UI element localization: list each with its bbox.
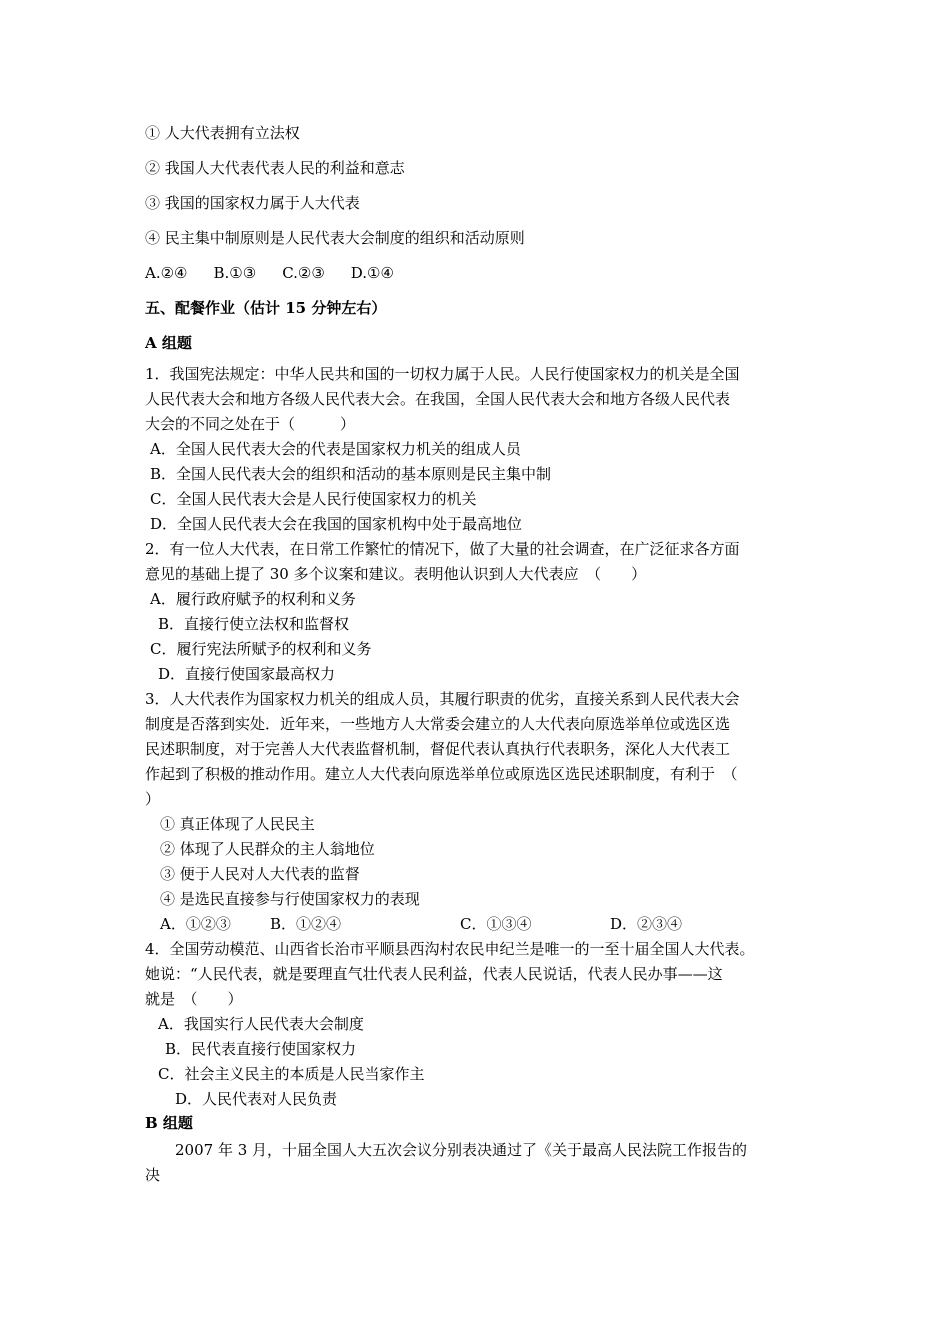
question-3-line-2: 制度是否落到实处．近年来，一些地方人大常委会建立的人大代表向原选举单位或选区选 xyxy=(145,715,731,733)
question-3 xyxy=(145,687,845,937)
question-3-item-1: ① 真正体现了人民民主 xyxy=(160,815,315,833)
question-2-option-a: A．履行政府赋予的权利和义务 xyxy=(150,590,356,608)
question-4-option-c: C．社会主义民主的本质是人民当家作主 xyxy=(158,1065,425,1083)
intro-answer-row xyxy=(145,262,845,297)
intro-answer-c: C.②③ xyxy=(282,264,325,282)
question-3-line-4: 作起到了积极的推动作用。建立人大代表向原选举单位或原选区选民述职制度，有利于 （ xyxy=(145,765,738,783)
question-1-line-2: 人民代表大会和地方各级人民代表大会。在我国，全国人民代表大会和地方各级人民代表 xyxy=(145,390,731,408)
group-b-paragraph-line-2: 决 xyxy=(145,1166,161,1184)
intro-answer-d: D.①④ xyxy=(350,264,394,282)
question-2-option-b: B．直接行使立法权和监督权 xyxy=(158,615,350,633)
question-2-line-2: 意见的基础上提了 30 多个议案和建议。表明他认识到人大代表应 （ ） xyxy=(145,565,647,583)
question-2 xyxy=(145,537,845,687)
intro-item-1: ① 人大代表拥有立法权 xyxy=(145,124,300,142)
intro-item-4: ④ 民主集中制原则是人民代表大会制度的组织和活动原则 xyxy=(145,229,525,247)
question-4-option-a: A．我国实行人民代表大会制度 xyxy=(158,1015,364,1033)
group-b-paragraph xyxy=(145,1138,845,1188)
question-1-option-b: B．全国人民代表大会的组织和活动的基本原则是民主集中制 xyxy=(150,465,552,483)
question-4-line-2: 她说：“人民代表，就是要理直气壮代表人民利益，代表人民说话，代表人民办事——这 xyxy=(145,965,723,983)
question-3-answer-c: C．①③④ xyxy=(460,915,532,933)
question-1-option-a: A．全国人民代表大会的代表是国家权力机关的组成人员 xyxy=(150,440,521,458)
question-3-item-4: ④ 是选民直接参与行使国家权力的表现 xyxy=(160,890,420,908)
question-3-line-5: ） xyxy=(145,790,161,808)
question-3-line-1: 3．人大代表作为国家权力机关的组成人员，其履行职责的优劣，直接关系到人民代表大会 xyxy=(145,690,740,708)
group-b-title: B 组题 xyxy=(145,1114,193,1132)
question-1-option-d: D．全国人民代表大会在我国的国家机构中处于最高地位 xyxy=(150,515,523,533)
intro-item-2: ② 我国人大代表代表人民的利益和意志 xyxy=(145,159,405,177)
group-b-paragraph-line-1: 2007 年 3 月，十届全国人大五次会议分别表决通过了《关于最高人民法院工作报告的 xyxy=(175,1141,748,1159)
question-1-option-c: C．全国人民代表大会是人民行使国家权力的机关 xyxy=(150,490,477,508)
question-2-line-1: 2．有一位人大代表，在日常工作繁忙的情况下，做了大量的社会调查，在广泛征求各方面 xyxy=(145,540,740,558)
question-1-line-3: 大会的不同之处在于（ ） xyxy=(145,415,356,433)
question-3-answer-row xyxy=(145,912,845,937)
question-4-line-3: 就是 （ ） xyxy=(145,990,243,1008)
question-3-answer-b: B．①②④ xyxy=(270,915,342,933)
intro-answer-b: B.①③ xyxy=(213,264,257,282)
question-4 xyxy=(145,937,845,1112)
question-3-line-3: 民述职制度，对于完善人大代表监督机制，督促代表认真执行代表职务，深化人大代表工 xyxy=(145,740,731,758)
question-2-option-d: D．直接行使国家最高权力 xyxy=(158,665,336,683)
question-3-item-2: ② 体现了人民群众的主人翁地位 xyxy=(160,840,375,858)
question-1-line-1: 1．我国宪法规定：中华人民共和国的一切权力属于人民。人民行使国家权力的机关是全国 xyxy=(145,365,740,383)
section-title: 五、配餐作业（估计 15 分钟左右） xyxy=(145,299,387,317)
question-3-item-3: ③ 便于人民对人大代表的监督 xyxy=(160,865,360,883)
question-4-option-d: D．人民代表对人民负责 xyxy=(175,1090,338,1108)
intro-answer-a: A.②④ xyxy=(145,264,188,282)
group-a-title: A 组题 xyxy=(145,334,192,352)
question-1 xyxy=(145,362,845,537)
document-content xyxy=(145,122,845,1188)
question-3-answer-a: A．①②③ xyxy=(160,915,231,933)
question-4-line-1: 4．全国劳动模范、山西省长治市平顺县西沟村农民申纪兰是唯一的一至十届全国人大代表。 xyxy=(145,940,755,958)
question-2-option-c: C．履行宪法所赋予的权利和义务 xyxy=(150,640,372,658)
intro-item-3: ③ 我国的国家权力属于人大代表 xyxy=(145,194,360,212)
question-4-option-b: B．民代表直接行使国家权力 xyxy=(165,1040,357,1058)
question-3-answer-d: D．②③④ xyxy=(610,915,683,933)
